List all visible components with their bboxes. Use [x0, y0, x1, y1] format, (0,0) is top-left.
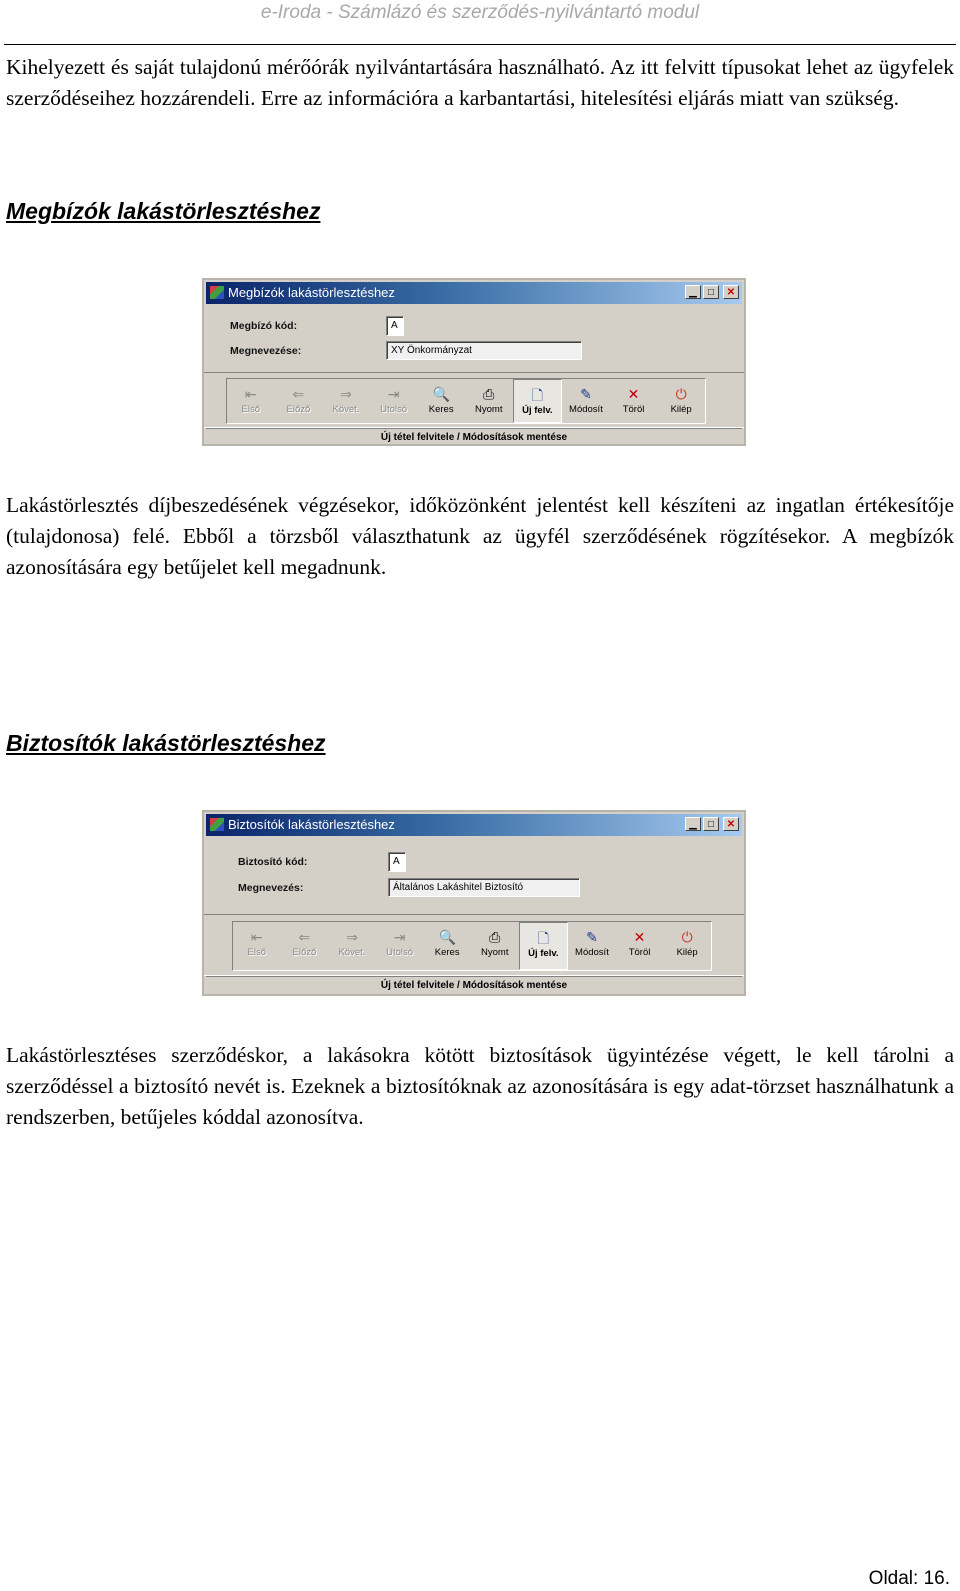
toolbar-button-label: Első [241, 404, 261, 415]
app-icon [210, 818, 224, 831]
toolbar-button-label: Kilép [670, 404, 692, 415]
toolbar-button-9[interactable] [657, 379, 705, 423]
toolbar [226, 378, 706, 424]
toolbar-button-label: Új felv. [522, 405, 553, 416]
intro-paragraph: Kihelyezett és saját tulajdonú mérőórák nyilvántartására használható. Az itt felvitt típusokat lehet az ügyfelek szerződéseihez hozzárendeli. Erre az információra a karbantartási, hitelesítési eljárás miatt van szükség. [6, 55, 954, 110]
close-icon[interactable]: ✕ [723, 285, 739, 299]
window-titlebar [206, 282, 742, 304]
first-arrow-icon: ⇤ [250, 929, 263, 945]
app-icon [210, 286, 224, 299]
last-arrow-icon: ⇥ [393, 929, 406, 945]
code-field[interactable]: A [388, 852, 406, 872]
window-title: Biztosítók lakástörlesztéshez [228, 817, 395, 832]
toolbar-button-8[interactable] [610, 379, 658, 423]
toolbar-button-1[interactable] [275, 379, 323, 423]
toolbar-button-label: Előző [286, 404, 311, 415]
section2-heading: Biztosítók lakástörlesztéshez [6, 730, 326, 756]
code-field[interactable]: A [386, 316, 404, 336]
toolbar-button-6[interactable] [519, 922, 569, 970]
toolbar-button-3[interactable] [376, 922, 424, 970]
maximize-icon[interactable]: □ [703, 285, 719, 299]
section2-paragraph: Lakástörlesztéses szerződéskor, a lakásokra kötött biztosítások ügyintézése végett, le kell tárolni a szerződéssel a biztosító nevét is. Ezeknek a biztosítóknak az azonosítására is egy adat-törzset használhatunk a rendszerben, betűjeles kóddal azonosítva. [6, 1043, 954, 1129]
toolbar-button-label: Módosít [575, 947, 609, 958]
toolbar-button-4[interactable] [423, 922, 471, 970]
next-arrow-icon: ⇒ [340, 386, 352, 402]
toolbar-button-2[interactable] [322, 379, 370, 423]
name-label: Megnevezés: [238, 882, 304, 894]
page-header: e-Iroda - Számlázó és szerződés-nyilvántartó modul [260, 2, 700, 23]
window-title: Megbízók lakástörlesztéshez [228, 285, 395, 300]
toolbar-button-1[interactable] [281, 922, 329, 970]
toolbar-button-label: Követ. [338, 947, 366, 958]
code-label: Biztosító kód: [238, 856, 308, 868]
section1-heading: Megbízók lakástörlesztéshez [6, 198, 321, 224]
toolbar-button-label: Követ. [332, 404, 360, 415]
printer-icon: ⎙ [483, 386, 495, 402]
toolbar-button-6[interactable] [513, 379, 563, 423]
toolbar [232, 921, 712, 971]
magnifier-icon: 🔍 [438, 929, 456, 945]
exit-icon: ⏻ [681, 929, 693, 945]
edit-icon: ✎ [580, 386, 592, 402]
toolbar-button-8[interactable] [616, 922, 664, 970]
toolbar-button-7[interactable] [562, 379, 610, 423]
toolbar-button-label: Kilép [676, 947, 698, 958]
name-field[interactable]: XY Önkormányzat [386, 341, 582, 360]
next-arrow-icon: ⇒ [346, 929, 358, 945]
toolbar-button-2[interactable] [328, 922, 376, 970]
edit-icon: ✎ [586, 929, 598, 945]
last-arrow-icon: ⇥ [387, 386, 400, 402]
magnifier-icon: 🔍 [432, 386, 450, 402]
megbizok-window [202, 278, 746, 446]
page-number: Oldal: 16. [868, 1568, 950, 1589]
name-field[interactable]: Általános Lakáshitel Biztosító [388, 878, 580, 897]
toolbar-button-label: Módosít [569, 404, 603, 415]
delete-x-icon: ✕ [633, 929, 646, 945]
toolbar-button-5[interactable] [471, 922, 519, 970]
maximize-icon[interactable]: □ [703, 817, 719, 831]
toolbar-button-9[interactable] [663, 922, 711, 970]
toolbar-button-label: Töröl [628, 947, 651, 958]
toolbar-button-3[interactable] [370, 379, 418, 423]
new-document-icon: 🗋 [537, 930, 549, 946]
minimize-icon[interactable]: ▁ [685, 817, 701, 831]
toolbar-button-label: Keres [428, 404, 454, 415]
minimize-icon[interactable]: ▁ [685, 285, 701, 299]
toolbar-button-7[interactable] [568, 922, 616, 970]
toolbar-button-label: Nyomt [475, 404, 503, 415]
section1-paragraph: Lakástörlesztés díjbeszedésének végzésekor, időközönként jelentést kell készíteni az ingatlan értékesítője (tulajdonosa) felé. Ebből a törzsből választhatunk az ügyfél szerződésének rögzítésekor. A megbízók azonosítására egy betűjelet kell megadnunk. [6, 493, 954, 579]
toolbar-button-5[interactable] [465, 379, 513, 423]
toolbar-button-label: Új felv. [528, 948, 559, 959]
toolbar-button-label: Utolsó [386, 947, 414, 958]
delete-x-icon: ✕ [627, 386, 640, 402]
status-bar: Új tétel felvitele / Módosítások mentése [206, 428, 742, 447]
toolbar-button-label: Előző [292, 947, 317, 958]
toolbar-button-0[interactable] [227, 379, 275, 423]
prev-arrow-icon: ⇐ [298, 929, 311, 945]
toolbar-button-label: Keres [434, 947, 460, 958]
toolbar-button-0[interactable] [233, 922, 281, 970]
code-label: Megbízó kód: [230, 320, 298, 332]
prev-arrow-icon: ⇐ [292, 386, 305, 402]
toolbar-button-4[interactable] [417, 379, 465, 423]
toolbar-button-label: Első [247, 947, 267, 958]
first-arrow-icon: ⇤ [244, 386, 257, 402]
toolbar-button-label: Töröl [622, 404, 645, 415]
header-rule [4, 44, 956, 45]
printer-icon: ⎙ [489, 929, 501, 945]
status-bar: Új tétel felvitele / Módosítások mentése [206, 976, 742, 995]
window-titlebar [206, 814, 742, 836]
name-label: Megnevezése: [230, 345, 302, 357]
toolbar-button-label: Nyomt [481, 947, 509, 958]
new-document-icon: 🗋 [531, 387, 543, 403]
close-icon[interactable]: ✕ [723, 817, 739, 831]
toolbar-button-label: Utolsó [380, 404, 408, 415]
biztositok-window [202, 810, 746, 996]
exit-icon: ⏻ [675, 386, 687, 402]
